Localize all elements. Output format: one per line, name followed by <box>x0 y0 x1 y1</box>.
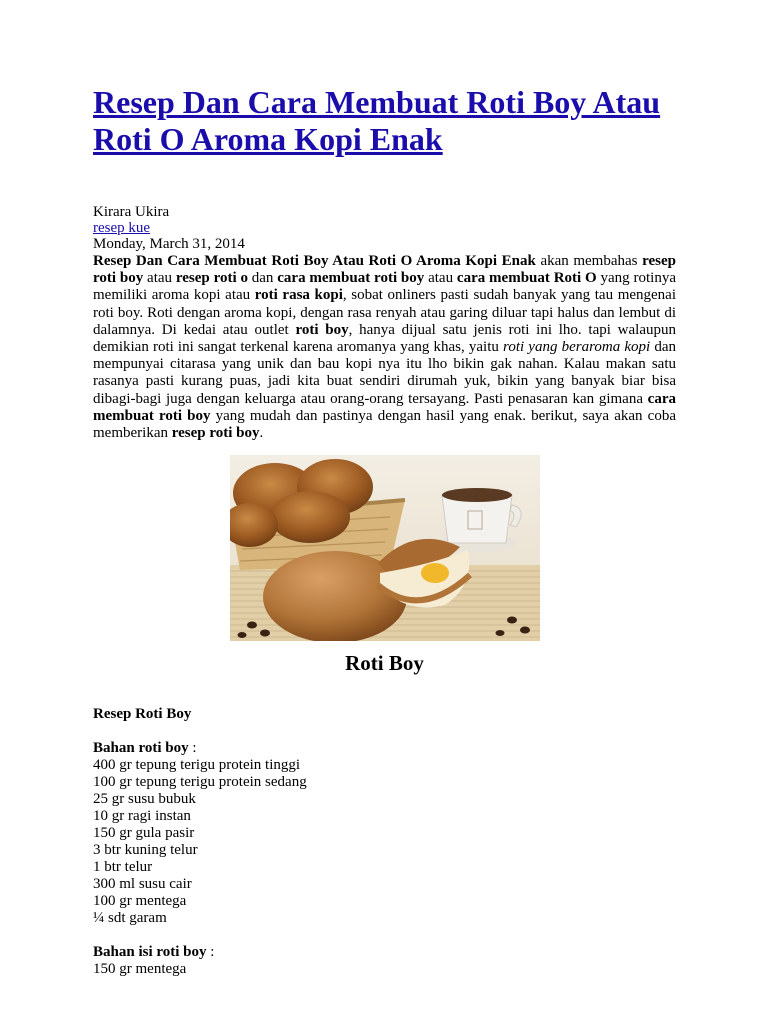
isi-list <box>93 961 676 978</box>
ingredient-item: 100 gr tepung terigu protein sedang <box>93 774 307 791</box>
ingredient-item: ¼ sdt garam <box>93 910 167 927</box>
intro-bold-keyword: cara membuat roti boy <box>277 270 425 287</box>
intro-italic-text: roti yang beraroma kopi <box>503 339 651 356</box>
ingredient-item: 100 gr mentega <box>93 893 187 910</box>
bahan-list <box>93 757 676 927</box>
coffee-cup <box>437 488 521 552</box>
article-title <box>93 84 676 158</box>
ingredient-item: 1 btr telur <box>93 859 153 876</box>
intro-bold-keyword: cara membuat Roti O <box>456 270 597 287</box>
recipe-section <box>93 706 676 978</box>
intro-text: atau <box>424 270 457 287</box>
isi-heading: Bahan isi roti boy : <box>93 944 215 961</box>
intro-bold-keyword: cara membuat roti boy <box>93 390 676 424</box>
article <box>93 84 676 978</box>
intro-text: , hanya dijual satu jenis roti ini lho. tapi walaupun demikian roti ini sangat terkenal karena aromanya yang khas, yaitu <box>93 321 676 356</box>
ingredient-item: 10 gr ragi instan <box>93 808 191 825</box>
recipe-heading: Resep Roti Boy <box>93 706 192 723</box>
intro-bold-keyword: roti boy <box>295 321 349 338</box>
article-meta <box>93 204 676 252</box>
ingredient-item: 300 ml susu cair <box>93 876 192 893</box>
author-name: Kirara Ukira <box>93 204 170 220</box>
article-title-link[interactable]: Resep Dan Cara Membuat Roti Boy Atau Roti O Aroma Kopi Enak <box>93 84 661 157</box>
bun-in-basket <box>270 491 350 543</box>
ingredient-item: 3 btr kuning telur <box>93 842 198 859</box>
intro-text: , sobat onliners pasti sudah banyak yang tau mengenai roti boy. Roti dengan aroma kopi, dengan rasa renyah atau garing diluar tapi halus dan lembut di dalamnya. Di kedai atau outlet <box>93 287 677 338</box>
intro-text: . <box>259 425 264 442</box>
intro-text: yang mudah dan pastinya dengan hasil yang enak. berikut, saya akan coba memberikan <box>93 407 676 442</box>
figure-caption: Roti Boy <box>345 651 424 676</box>
intro-text: atau <box>143 270 176 287</box>
post-date: Monday, March 31, 2014 <box>93 236 245 252</box>
intro-text: akan membahas <box>535 253 643 269</box>
intro-text: dan <box>247 270 278 287</box>
intro-bold-keyword: resep roti o <box>175 270 248 287</box>
bahan-heading: Bahan roti boy : <box>93 740 197 757</box>
ingredient-item: 150 gr mentega <box>93 961 187 978</box>
figure <box>93 455 676 676</box>
intro-bold-keyword: roti rasa kopi <box>254 287 343 304</box>
intro-bold-keyword: resep roti boy <box>171 425 260 442</box>
category-link[interactable]: resep kue <box>93 220 151 236</box>
intro-paragraph <box>93 253 676 442</box>
intro-text: yang rotinya memiliki aroma kopi atau <box>93 270 676 304</box>
ingredient-item: 400 gr tepung terigu protein tinggi <box>93 757 301 774</box>
roti-boy-photo <box>230 455 540 641</box>
ingredient-item: 150 gr gula pasir <box>93 825 195 842</box>
intro-text: dan mempunyai citarasa yang unik dan bau kopi nya itu lho bikin gak nahan. Kalau makan satu rasanya pasti kurang puas, jadi kita buat sendiri dirumah yuk, bikin yang banyak biar bisa dibagi-bagi juga dengan keluarga atau orang-orang tersayang. Pasti penasaran kan gimana <box>93 339 676 407</box>
intro-bold-keyword: Resep Dan Cara Membuat Roti Boy Atau Roti O Aroma Kopi Enak <box>93 253 536 269</box>
intro-bold-keyword: resep roti boy <box>93 253 676 287</box>
ingredient-item: 25 gr susu bubuk <box>93 791 196 808</box>
